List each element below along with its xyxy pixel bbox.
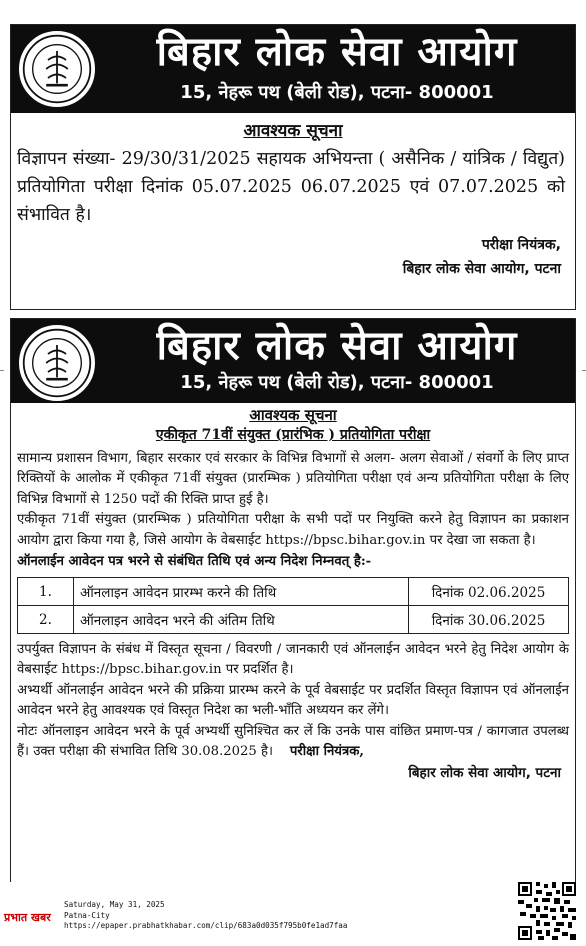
row-date: दिनांक 02.06.2025	[409, 578, 569, 606]
notice-paragraph-vacancies: सामान्य प्रशासन विभाग, बिहार सरकार एवं सरकार के विभिन्न विभागों से अलग- अलग सेवाओं / संवर्गो के लिए प्राप्त रिक्तियों के आलोक में एकीकृत 71वीं संयुक्त (प्रारम्भिक ) प्रतियोगिता परीक्षा एवं अन्य प्रतियोगिता परीक्षा के लिए विभिन्न विभागों से 1250 पदों की रिक्ति प्राप्त हुई है।	[17, 451, 569, 507]
dates-heading: ऑनलाईन आवेदन पत्र भरने से संबंधित तिथि एवं अन्य निदेश निम्नवत् है:-	[17, 554, 372, 570]
notice-paragraph-details: उपर्युक्त विज्ञापन के संबंध में विस्तृत सूचना / विवरणी / जानकारी एवं ऑनलाईन आवेदन भरने हेतु निदेश आयोग के वेबसाईट https://bpsc.bihar.gov.in पर प्रदर्शित है।	[17, 642, 569, 678]
commission-address: 15, नेहरू पथ (बेली रोड), पटना- 800001	[180, 372, 494, 393]
notice-paragraph-note	[11, 722, 575, 763]
bpsc-seal-icon	[19, 325, 95, 401]
row-date: दिनांक 30.06.2025	[409, 606, 569, 634]
signatory-title: परीक्षा नियंत्रक,	[481, 237, 561, 253]
qr-code-icon[interactable]	[518, 882, 576, 940]
row-label: ऑनलाइन आवेदन भरने की अंतिम तिथि	[74, 606, 409, 634]
clip-date: Saturday, May 31, 2025	[64, 900, 165, 909]
notice-paragraph-instructions: अभ्यर्थी ऑनलाईन आवेदन भरने की प्रक्रिया प्रारम्भ करने के पूर्व वेबसाईट पर प्रदर्शित विस्तृत विज्ञापन एवं ऑनलाईन आवेदन भरने हेतु आवश्यक एवं विस्तृत निदेश का भली-भाँति अध्ययन कर लेंगे।	[17, 682, 569, 719]
notice-paragraph-advertisement: एकीकृत 71वीं संयुक्त (प्रारम्भिक ) प्रतियोगिता परीक्षा के सभी पदों पर नियुक्ति करने हेतु विज्ञापन का प्रकाशन आयोग द्वारा किया गया है, जिसे आयोग के वेबसाईट https://bpsc.bihar.gov.in पर देखा जा सकता है।	[17, 512, 569, 548]
notice-assistant-engineer	[10, 24, 576, 310]
table-row	[18, 578, 569, 606]
notice-71st-prelims	[10, 318, 576, 884]
signatory-org: बिहार लोक सेवा आयोग, पटना	[408, 765, 561, 782]
notice-body: विज्ञापन संख्या- 29/30/31/2025 सहायक अभियन्ता ( असैनिक / यांत्रिक / विद्युत) प्रतियोगिता परीक्षा दिनांक 05.07.2025 06.07.2025 एवं 07.07.2025 को संभावित है।	[17, 149, 565, 225]
signatory-title: परीक्षा नियंत्रक,	[289, 744, 364, 760]
commission-title: बिहार लोक सेवा आयोग	[156, 28, 518, 75]
notice-header	[11, 25, 575, 113]
commission-address: 15, नेहरू पथ (बेली रोड), पटना- 800001	[180, 82, 494, 103]
note-text: नोटः ऑनलाइन आवेदन भरने के पूर्व अभ्यर्थी सुनिश्चित कर लें कि उनके पास वांछित प्रमाण-पत्र / कागजात उपलब्ध हैं। उक्त परीक्षा की संभावित तिथि 30.08.2025 है।	[17, 723, 569, 760]
row-number: 1.	[18, 578, 74, 606]
margin-mark	[582, 370, 586, 371]
dates-table	[17, 577, 569, 634]
clip-url[interactable]: https://epaper.prabhatkhabar.com/clip/683a0d035f795b0fe1ad7faa	[64, 921, 348, 930]
table-row	[18, 606, 569, 634]
clip-edition: Patna-City	[64, 910, 110, 920]
row-label: ऑनलाइन आवेदन प्रारम्भ करने की तिथि	[74, 578, 409, 606]
margin-mark	[0, 370, 4, 371]
row-number: 2.	[18, 606, 74, 634]
exam-subheading: एकीकृत 71वीं संयुक्त (प्रारंभिक ) प्रतियोगिता परीक्षा	[155, 427, 431, 443]
notice-heading: आवश्यक सूचना	[243, 121, 343, 141]
bpsc-seal-icon	[19, 31, 95, 107]
clip-meta	[64, 900, 347, 932]
clip-footer	[0, 882, 586, 946]
notice-heading: आवश्यक सूचना	[249, 406, 337, 424]
prabhat-khabar-logo: प्रभात खबर	[4, 911, 51, 924]
notice-header	[11, 319, 575, 403]
signatory-org: बिहार लोक सेवा आयोग, पटना	[402, 261, 561, 277]
commission-title: बिहार लोक सेवा आयोग	[156, 322, 518, 369]
